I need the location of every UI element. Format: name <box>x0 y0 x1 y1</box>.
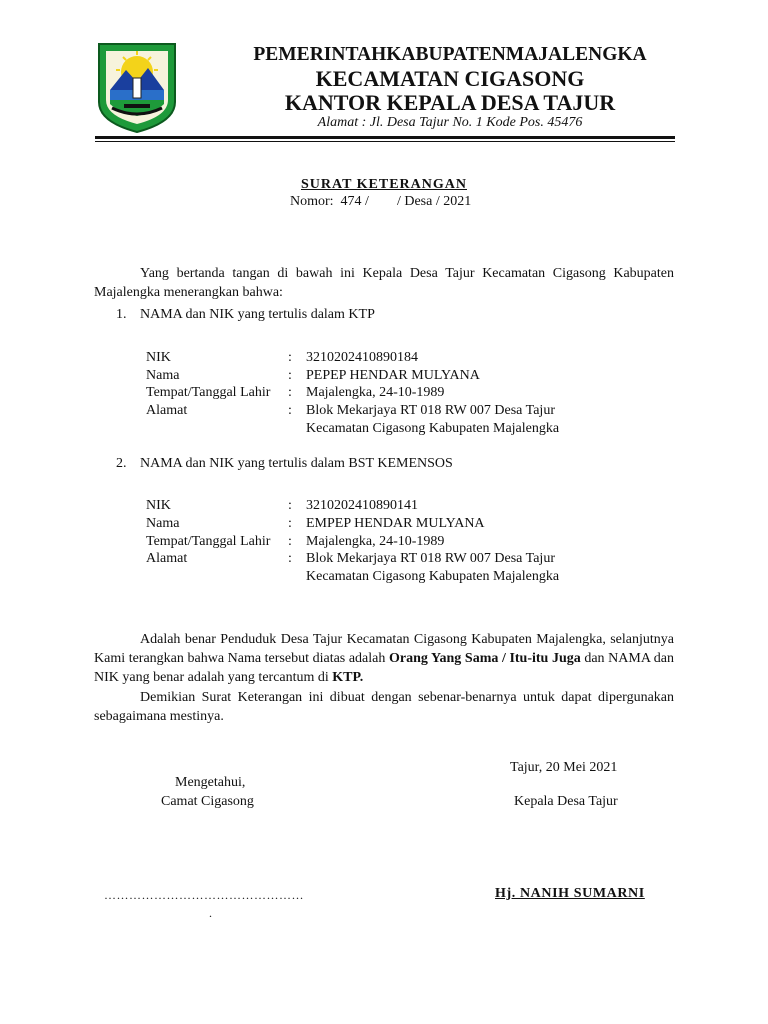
bst-alamat-colon: : <box>288 551 292 566</box>
statement-paragraph: Adalah benar Penduduk Desa Tajur Kecamatan Cigasong Kabupaten Majalengka, selanjutnya Kami terangkan bahwa Nama tersebut diatas adalah Orang Yang Sama / Itu-itu Juga dan NAMA dan NIK yang benar adalah yang tercantum di KTP. <box>94 632 674 685</box>
village-head-name: Hj. NANIH SUMARNI <box>495 886 645 901</box>
document-number: Nomor: 474 / / Desa / 2021 <box>290 194 472 209</box>
camat-signature-dot: . <box>209 906 212 920</box>
bst-nama-colon: : <box>288 516 292 531</box>
bst-alamat-value: Blok Mekarjaya RT 018 RW 007 Desa Tajur <box>306 551 555 566</box>
ktp-nama-value: PEPEP HENDAR MULYANA <box>306 368 480 383</box>
document-title: SURAT KETERANGAN <box>300 177 467 192</box>
ktp-alamat-label: Alamat <box>146 403 188 418</box>
village-head-title: Kepala Desa Tajur <box>514 794 618 809</box>
ktp-nik-label: NIK <box>146 350 171 365</box>
bst-ttl-value: Majalengka, 24-10-1989 <box>306 534 445 549</box>
acknowledged-label: Mengetahui, <box>175 775 246 790</box>
header-divider-thin <box>95 141 675 142</box>
item-heading-bst: 2. NAMA dan NIK yang tertulis dalam BST KEMENSOS <box>116 456 453 471</box>
bst-nik-value: 3210202410890141 <box>306 498 418 513</box>
bst-ttl-label: Tempat/Tanggal Lahir <box>146 534 271 549</box>
camat-signature-line: ………………………………………… <box>104 888 304 902</box>
ktp-nik-value: 3210202410890184 <box>306 350 418 365</box>
bst-nik-label: NIK <box>146 498 171 513</box>
bst-nama-value: EMPEP HENDAR MULYANA <box>306 516 485 531</box>
header-office: KANTOR KEPALA DESA TAJUR <box>284 90 616 115</box>
ktp-ttl-label: Tempat/Tanggal Lahir <box>146 385 271 400</box>
ktp-nama-label: Nama <box>146 368 180 383</box>
bst-ttl-colon: : <box>288 534 292 549</box>
bst-nik-colon: : <box>288 498 292 513</box>
place-date: Tajur, 20 Mei 2021 <box>510 760 618 775</box>
ktp-alamat-value-line2: Kecamatan Cigasong Kabupaten Majalengka <box>306 421 560 436</box>
header-government: PEMERINTAHKABUPATENMAJALENGKA <box>253 44 647 65</box>
bst-nama-label: Nama <box>146 516 180 531</box>
header-address: Alamat : Jl. Desa Tajur No. 1 Kode Pos. 45476 <box>317 115 583 130</box>
camat-title: Camat Cigasong <box>161 794 254 809</box>
closing-paragraph: Demikian Surat Keterangan ini dibuat dengan sebenar-benarnya untuk dapat dipergunakan sebagaimana mestinya. <box>94 690 674 724</box>
ktp-alamat-value: Blok Mekarjaya RT 018 RW 007 Desa Tajur <box>306 403 555 418</box>
bst-alamat-value-line2: Kecamatan Cigasong Kabupaten Majalengka <box>306 569 560 584</box>
header-district: KECAMATAN CIGASONG <box>315 66 585 91</box>
ktp-alamat-colon: : <box>288 403 292 418</box>
header-divider-thick <box>95 136 675 139</box>
intro-paragraph: Yang bertanda tangan di bawah ini Kepala Desa Tajur Kecamatan Cigasong Kabupaten Majalengka menerangkan bahwa: <box>94 266 674 300</box>
ktp-nama-colon: : <box>288 368 292 383</box>
ktp-ttl-colon: : <box>288 385 292 400</box>
majalengka-regency-logo <box>96 42 178 134</box>
bst-alamat-label: Alamat <box>146 551 188 566</box>
ktp-nik-colon: : <box>288 350 292 365</box>
item-heading-ktp: 1. NAMA dan NIK yang tertulis dalam KTP <box>116 307 375 322</box>
ktp-ttl-value: Majalengka, 24-10-1989 <box>306 385 445 400</box>
